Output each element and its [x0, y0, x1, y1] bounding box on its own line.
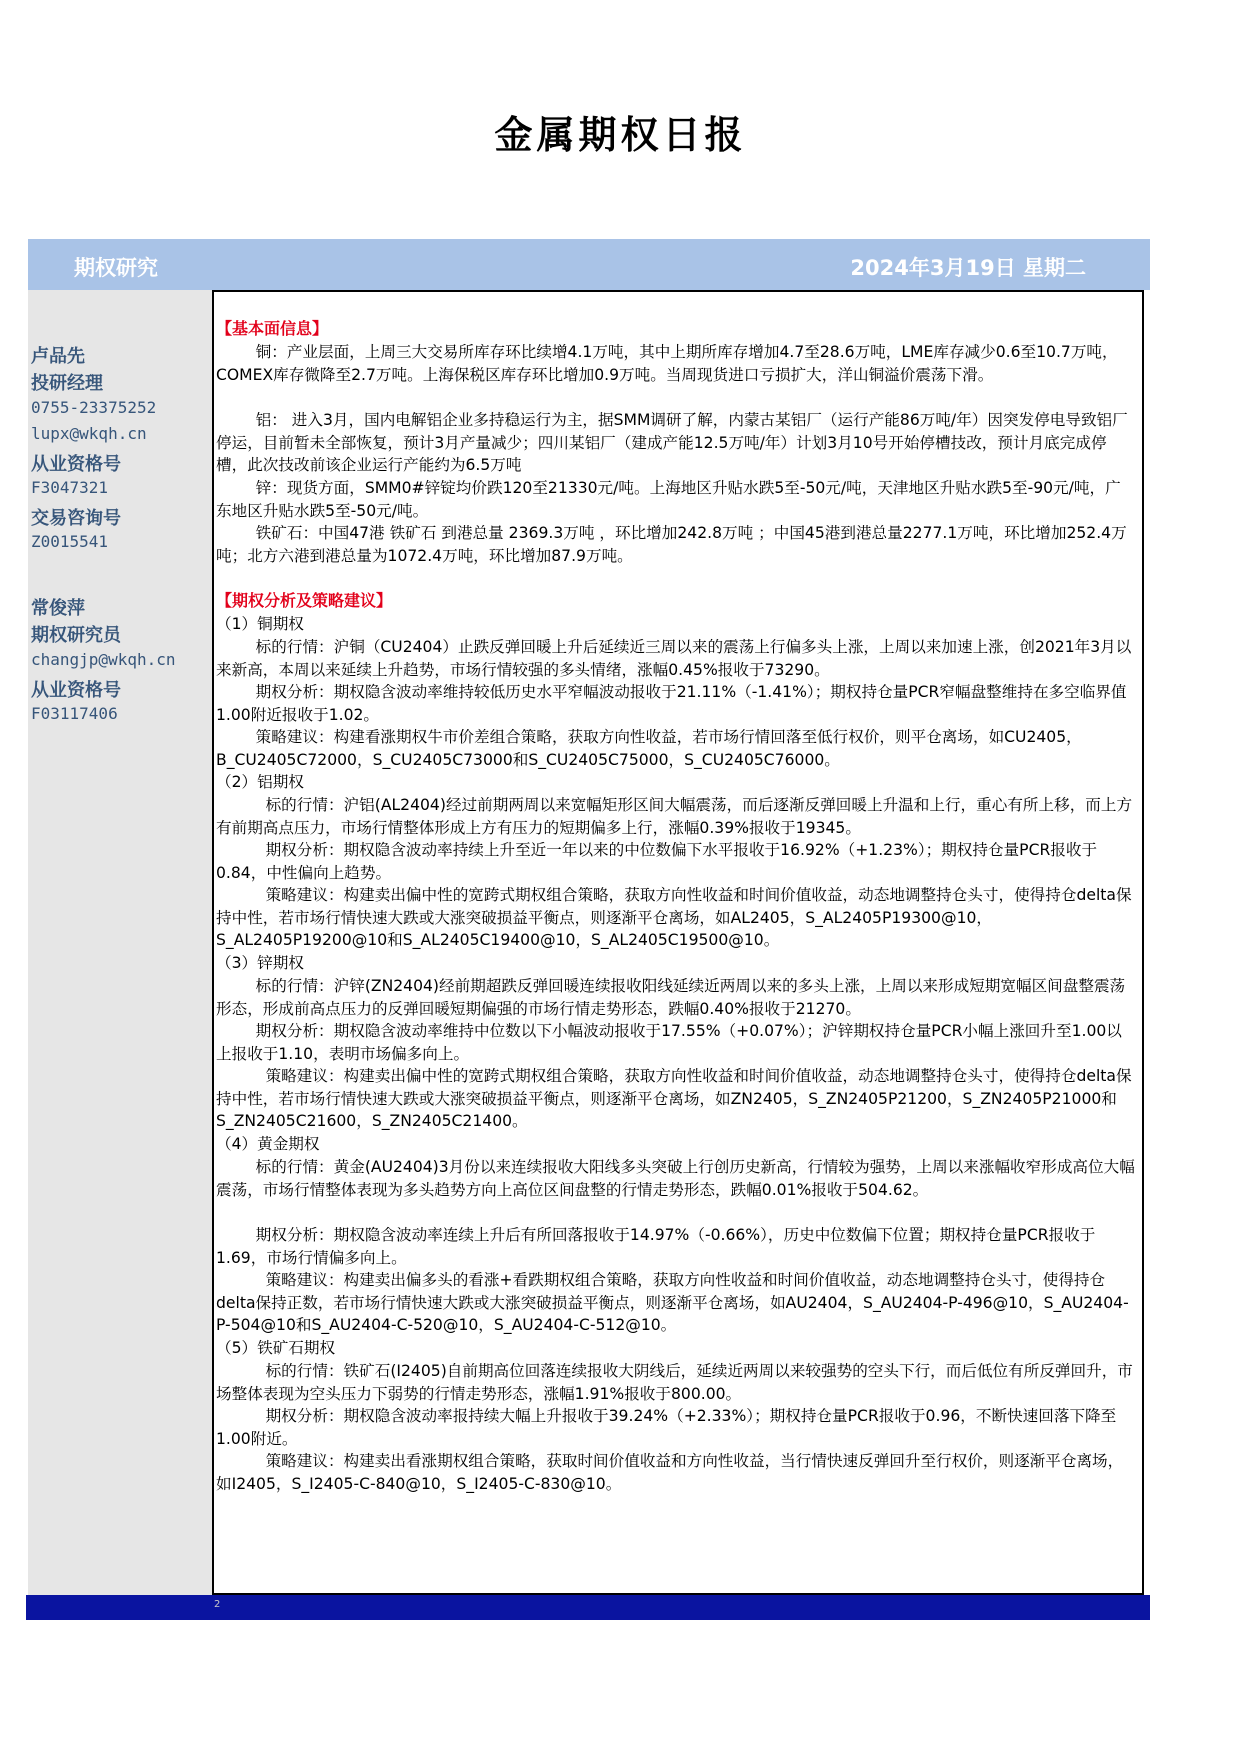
report-date: 2024年3月19日 星期二 [850, 256, 1086, 280]
aluminum-option-heading: （2）铝期权 [216, 773, 304, 791]
aluminum-option-paragraph: 期权分析：期权隐含波动率持续上升至近一年以来的中位数偏下水平报收于16.92%（+1.23%）；期权持仓量PCR报收于0.84，中性偏向上趋势。 [216, 841, 1098, 882]
copper-strategy-paragraph: 策略建议：构建看涨期权牛市价差组合策略，获取方向性收益，若市场行情回落至低行权价，则平仓离场，如CU2405，B_CU2405C72000，S_CU2405C73000和S_CU2405C75000，S_CU2405C76000。 [216, 728, 1082, 769]
gold-option-paragraph: 期权分析：期权隐含波动率连续上升后有所回落报收于14.97%（-0.66%），历史中位数偏下位置；期权持仓量PCR报收于1.69，市场行情偏多向上。 [216, 1226, 1096, 1267]
copper-option-heading: （1）铜期权 [216, 615, 304, 633]
zinc-strategy-paragraph: 策略建议：构建卖出偏中性的宽跨式期权组合策略，获取方向性收益和时间价值收益，动态地调整持仓头寸，使得持仓delta保持中性，若市场行情快速大跌或大涨突破损益平衡点，则逐渐平仓离场，如ZN2405，S_ZN2405P21200，S_ZN2405P21000和S_ZN2405C21600，S_ZN2405C21400。 [216, 1067, 1132, 1131]
zinc-target-paragraph: 标的行情：沪锌(ZN2404)经前期超跌反弹回暖连续报收阳线延续近两周以来的多头上涨，上周以来形成短期宽幅区间盘整震荡形态，形成前高点压力的反弹回暖短期偏强的市场行情走势形态，跌幅0.40%报收于21270。 [216, 977, 1126, 1018]
aluminum-paragraph: 铝： 进入3月，国内电解铝企业多持稳运行为主，据SMM调研了解，内蒙古某铝厂（运行产能86万吨/年）因突发停电导致铝厂停运，目前暂未全部恢复，预计3月产量减少；四川某铝厂（建成产能12.5万吨/年）计划3月10号开始停槽技改，预计月底完成停槽，此次技改前该企业运行产能约为6.5万吨 [216, 411, 1128, 475]
iron-ore-target-paragraph: 标的行情：铁矿石(I2405)自前期高位回落连续报收大阴线后，延续近两周以来较强势的空头下行，而后低位有所反弹回升，市场整体表现为空头压力下弱势的行情走势形态，涨幅1.91%报收于800.00。 [216, 1362, 1133, 1403]
aluminum-target-paragraph: 标的行情：沪铝(AL2404)经过前期两周以来宽幅矩形区间大幅震荡，而后逐渐反弹回暖上升温和上行，重心有所上移，而上方有前期高点压力，市场行情整体形成上方有压力的短期偏多上行，涨幅0.39%报收于19345。 [216, 796, 1133, 837]
analyst-name: 常俊萍 [31, 598, 85, 619]
footer-bar [26, 1595, 1150, 1620]
fundamentals-heading: 【基本面信息】 [216, 319, 329, 338]
analysis-heading: 【期权分析及策略建议】 [216, 591, 393, 610]
analyst-sidebar [28, 290, 213, 1595]
qualification-number: F03117406 [31, 704, 118, 723]
iron-ore-option-paragraph: 期权分析：期权隐含波动率报持续大幅上升报收于39.24%（+2.33%）；期权持仓量PCR报收于0.96，不断快速回落下降至1.00附近。 [216, 1407, 1117, 1448]
analyst-name: 卢品先 [31, 346, 85, 367]
qualification-number: F3047321 [31, 478, 109, 497]
aluminum-strategy-paragraph: 策略建议：构建卖出偏中性的宽跨式期权组合策略，获取方向性收益和时间价值收益，动态地调整持仓头寸，使得持仓delta保持中性，若市场行情快速大跌或大涨突破损益平衡点，则逐渐平仓离场，如AL2405，S_AL2405P19300@10，S_AL2405P19200@10和S_AL2405C19400@10，S_AL2405C19500@10。 [216, 886, 1132, 950]
zinc-option-heading: （3）锌期权 [216, 954, 304, 972]
iron-ore-strategy-paragraph: 策略建议：构建卖出看涨期权组合策略，获取时间价值收益和方向性收益，当行情快速反弹回升至行权价，则逐渐平仓离场，如I2405，S_I2405-C-840@10，S_I2405-C-830@10。 [216, 1452, 1124, 1493]
gold-strategy-paragraph: 策略建议：构建卖出偏多头的看涨+看跌期权组合策略，获取方向性收益和时间价值收益，动态地调整持仓头寸，使得持仓delta保持正数，若市场行情快速大跌或大涨突破损益平衡点，则逐渐平仓离场，如AU2404，S_AU2404-P-496@10，S_AU2404-P-504@10和S_AU2404-C-520@10，S_AU2404-C-512@10。 [216, 1271, 1129, 1335]
section-label: 期权研究 [74, 256, 158, 280]
analyst-phone: 0755-23375252 [31, 398, 157, 417]
consult-number: Z0015541 [31, 532, 109, 551]
analyst-email[interactable]: lupx@wkqh.cn [31, 424, 147, 443]
zinc-option-paragraph: 期权分析：期权隐含波动率维持中位数以下小幅波动报收于17.55%（+0.07%）；沪锌期权持仓量PCR小幅上涨回升至1.00以上报收于1.10，表明市场偏多向上。 [216, 1022, 1122, 1063]
copper-option-paragraph: 期权分析：期权隐含波动率维持较低历史水平窄幅波动报收于21.11%（-1.41%）；期权持仓量PCR窄幅盘整维持在多空临界值1.00附近报收于1.02。 [216, 683, 1127, 724]
report-title: 金属期权日报 [494, 112, 747, 157]
gold-target-paragraph: 标的行情：黄金(AU2404)3月份以来连续报收大阳线多头突破上行创历史新高，行情较为强势，上周以来涨幅收窄形成高位大幅震荡，市场行情整体表现为多头趋势方向上高位区间盘整的行情走势形态，跌幅0.01%报收于504.62。 [216, 1158, 1135, 1199]
gold-option-heading: （4）黄金期权 [216, 1135, 320, 1153]
header-bar [28, 239, 1150, 290]
consult-label: 交易咨询号 [31, 508, 121, 529]
qualification-label: 从业资格号 [31, 680, 121, 701]
analyst-role: 投研经理 [31, 373, 103, 394]
copper-paragraph: 铜：产业层面，上周三大交易所库存环比续增4.1万吨，其中上期所库存增加4.7至28.6万吨，LME库存减少0.6至10.7万吨，COMEX库存微降至2.7万吨。上海保税区库存环比增加0.9万吨。当周现货进口亏损扩大，洋山铜溢价震荡下滑。 [216, 343, 1118, 384]
qualification-label: 从业资格号 [31, 454, 121, 475]
analyst-email[interactable]: changjp@wkqh.cn [31, 650, 176, 669]
iron-ore-paragraph: 铁矿石：中国47港 铁矿石 到港总量 2369.3万吨 ，环比增加242.8万吨 ；中国45港到港总量2277.1万吨，环比增加252.4万吨；北方六港到港总量为1072.4万吨，环比增加87.9万吨。 [216, 524, 1127, 565]
copper-target-paragraph: 标的行情：沪铜（CU2404）止跌反弹回暖上升后延续近三周以来的震荡上行偏多头上涨，上周以来加速上涨，创2021年3月以来新高，本周以来延续上升趋势，市场行情较强的多头情绪，涨幅0.45%报收于73290。 [216, 638, 1132, 679]
zinc-paragraph: 锌：现货方面，SMM0#锌锭均价跌120至21330元/吨。上海地区升贴水跌5至-50元/吨，天津地区升贴水跌5至-90元/吨，广东地区升贴水跌5至-50元/吨。 [216, 479, 1121, 520]
iron-ore-option-heading: （5）铁矿石期权 [216, 1339, 336, 1357]
page-number: 2 [214, 1599, 221, 1610]
analyst-role: 期权研究员 [31, 625, 121, 646]
